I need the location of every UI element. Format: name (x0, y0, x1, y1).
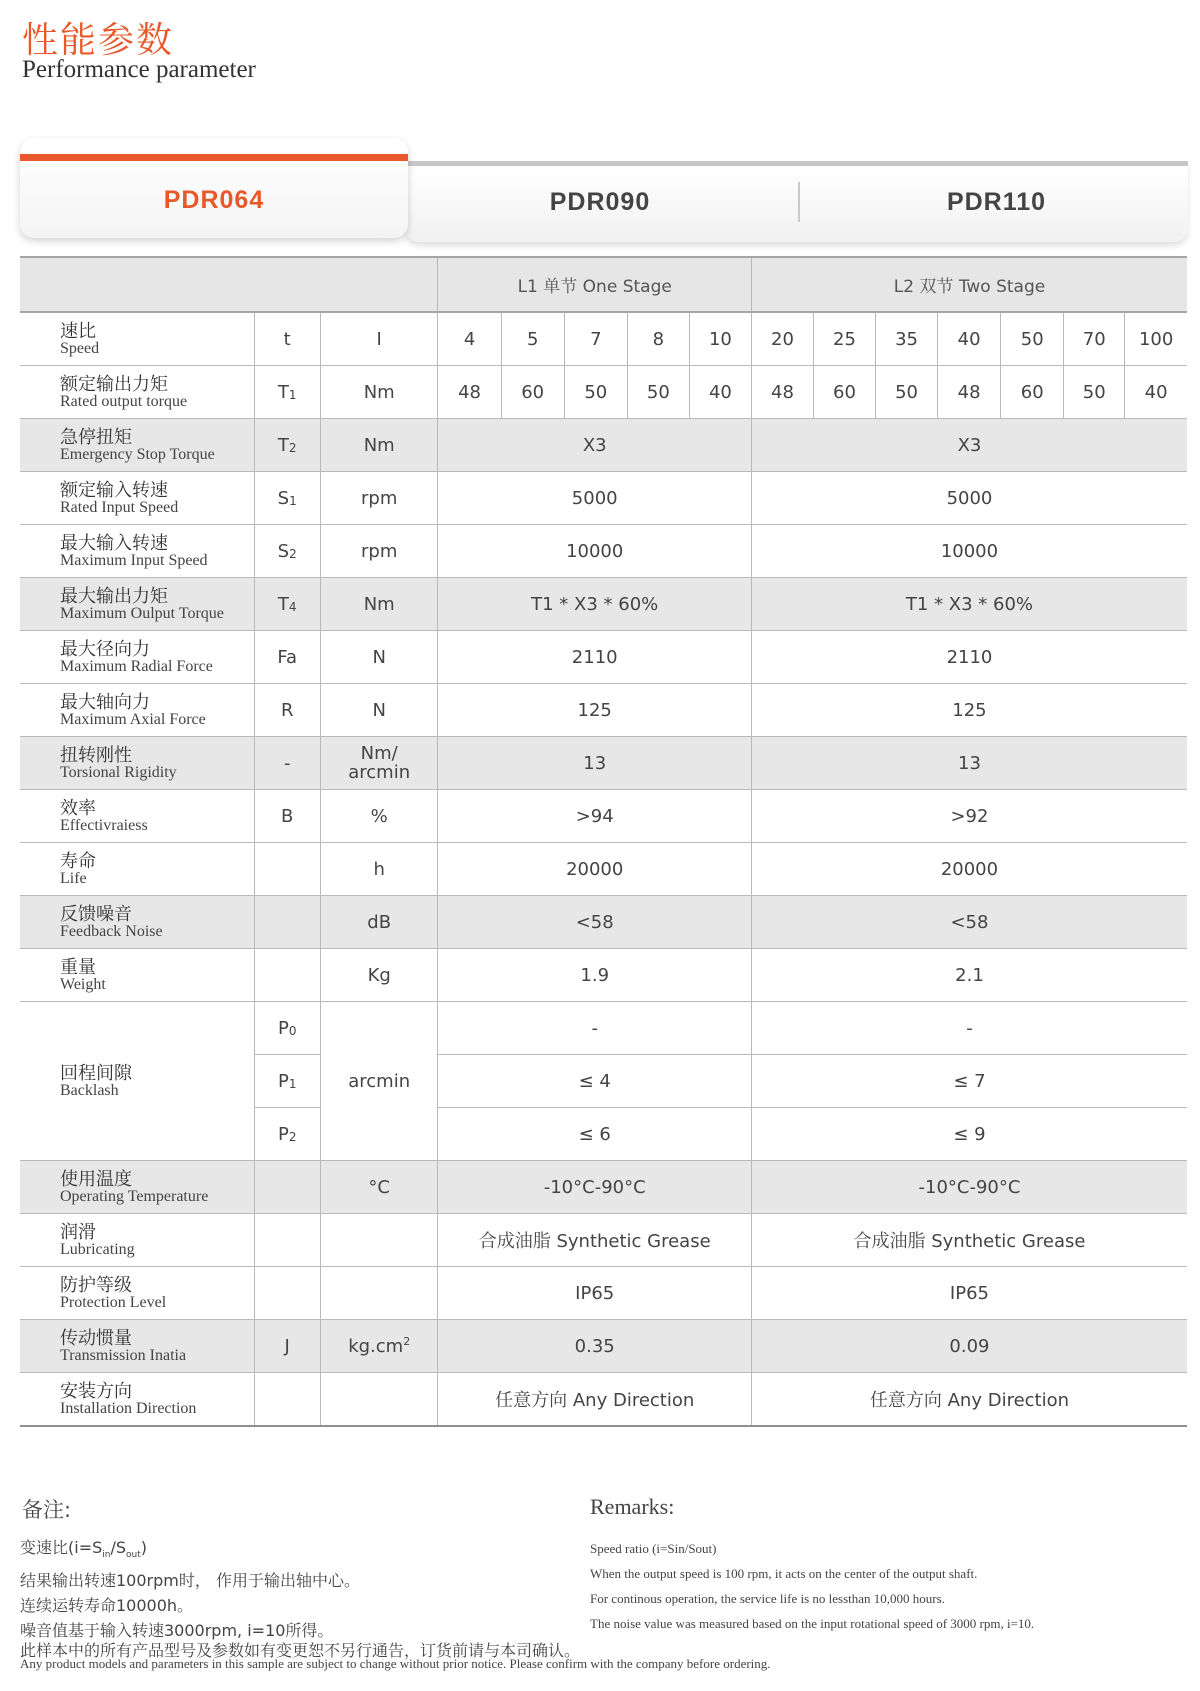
param-name-cn: 最大输入转速 (60, 532, 168, 554)
table-row (20, 737, 1187, 790)
torque-value: 50 (564, 366, 627, 419)
param-name-cn: 最大轴向力 (60, 691, 150, 713)
stage-one-value: 20000 (438, 843, 751, 896)
param-unit (320, 1373, 438, 1427)
ratio-value: 20 (751, 312, 813, 366)
ratio-value: 40 (938, 312, 1001, 366)
active-tab-indicator (20, 154, 408, 161)
param-name-en: Protection Level (60, 1293, 167, 1311)
param-unit: Nm (320, 578, 438, 631)
tab-pdr090[interactable]: PDR090 (549, 188, 651, 216)
footer-note-cn: 此样本中的所有产品型号及参数如有变更恕不另行通告，订货前请与本司确认。 (20, 1641, 581, 1660)
symbol-text: J (284, 1335, 290, 1357)
stage-two-value: <58 (751, 896, 1187, 949)
torque-value: 40 (689, 366, 751, 419)
remarks-title-en: Remarks: (590, 1494, 675, 1519)
stage-two-value: 20000 (751, 843, 1187, 896)
symbol-text: S (277, 487, 290, 509)
stage-two-value: 合成油脂 Synthetic Grease (751, 1214, 1187, 1267)
param-name-en: Maximum Oulput Torque (60, 604, 224, 622)
ratio-value: 8 (627, 312, 689, 366)
param-symbol (254, 1373, 320, 1427)
param-unit: N (320, 631, 438, 684)
param-name (20, 525, 254, 578)
param-symbol (254, 631, 320, 684)
torque-value: 48 (751, 366, 813, 419)
param-name (20, 472, 254, 525)
param-name (20, 1373, 254, 1427)
param-name-cn: 回程间隙 (60, 1062, 132, 1084)
stage-one-value: 1.9 (438, 949, 751, 1002)
page-title-cn: 性能参数 (22, 20, 175, 61)
torque-value: 50 (627, 366, 689, 419)
param-name (20, 1267, 254, 1320)
param-name (20, 684, 254, 737)
param-name-en: Rated output torque (60, 392, 188, 410)
table-row (20, 472, 1187, 525)
param-name-cn: 额定输出力矩 (60, 373, 168, 395)
stage-one-value: 任意方向 Any Direction (438, 1373, 751, 1427)
remark-en-line: For continous operation, the service life is no lessthan 10,000 hours. (590, 1591, 945, 1606)
param-symbol (254, 1320, 320, 1373)
stage-two-value: 任意方向 Any Direction (751, 1373, 1187, 1427)
remark-en-line: The noise value was measured based on the input rotational speed of 3000 rpm, i=10. (590, 1616, 1035, 1631)
param-symbol (254, 578, 320, 631)
param-name-cn: 安装方向 (60, 1380, 132, 1402)
param-name-cn: 速比 (60, 320, 96, 342)
table-row (20, 790, 1187, 843)
ratio-value: 4 (438, 312, 501, 366)
symbol-subscript: 1 (288, 387, 297, 402)
tab-divider (798, 182, 800, 222)
symbol-subscript: 2 (288, 1129, 297, 1144)
page-title-en: Performance parameter (22, 56, 256, 83)
param-name-cn: 效率 (60, 797, 96, 819)
torque-value: 50 (876, 366, 938, 419)
param-symbol (254, 1267, 320, 1320)
param-name-cn: 急停扭矩 (60, 426, 132, 448)
param-unit (320, 1320, 438, 1373)
unit-text: kg.cm (348, 1336, 404, 1357)
stage-one-value: >94 (438, 790, 751, 843)
stage-one-value: IP65 (438, 1267, 751, 1320)
param-name-en: Operating Temperature (60, 1187, 209, 1205)
param-name-cn: 反馈噪音 (60, 903, 132, 925)
param-symbol (254, 790, 320, 843)
table-row (20, 896, 1187, 949)
symbol-text: T (277, 434, 289, 456)
tab-pdr110[interactable]: PDR110 (946, 188, 1047, 216)
table-row (20, 419, 1187, 472)
stage-two-value: 2110 (751, 631, 1187, 684)
symbol-subscript: 2 (289, 546, 297, 561)
remark-en-line: When the output speed is 100 rpm, it acts on the center of the output shaft. (590, 1566, 978, 1581)
symbol-subscript: 4 (288, 599, 297, 614)
param-name-cn: 重量 (60, 956, 96, 978)
stage-one-value: 合成油脂 Synthetic Grease (438, 1214, 751, 1267)
symbol-subscript: 0 (288, 1023, 297, 1038)
torque-value: 50 (1064, 366, 1125, 419)
stage-two-value: 5000 (751, 472, 1187, 525)
stage-one-value: <58 (438, 896, 751, 949)
param-unit: Kg (320, 949, 438, 1002)
stage-two-value: T1 * X3 * 60% (751, 578, 1187, 631)
stage-two-header: L2 双节 Two Stage (751, 257, 1187, 312)
remark-en-line: Speed ratio (i=Sin/Sout) (590, 1541, 717, 1556)
stage-one-value: X3 (438, 419, 751, 472)
param-symbol (254, 472, 320, 525)
ratio-value: 10 (689, 312, 751, 366)
param-name (20, 631, 254, 684)
param-unit: h (320, 843, 438, 896)
ratio-value: 100 (1125, 312, 1187, 366)
param-symbol (254, 684, 320, 737)
stage-two-value: 0.09 (751, 1320, 1187, 1373)
torque-value: 60 (813, 366, 875, 419)
param-name-cn: 最大输出力矩 (60, 585, 168, 607)
ratio-value: 25 (813, 312, 875, 366)
stage-two-value: ≤ 9 (751, 1108, 1187, 1161)
remark-cn-line: 连续运转寿命10000h。 (20, 1596, 194, 1616)
header-blank (20, 257, 438, 312)
stage-two-value: 2.1 (751, 949, 1187, 1002)
param-unit: rpm (320, 525, 438, 578)
stage-two-value: 13 (751, 737, 1187, 790)
stage-two-value: - (751, 1002, 1187, 1055)
param-name (20, 949, 254, 1002)
param-symbol (254, 843, 320, 896)
table-row (20, 949, 1187, 1002)
param-name-en: Transmission Inatia (60, 1346, 187, 1364)
symbol-text: Fa (277, 646, 298, 668)
ratio-value: 70 (1064, 312, 1125, 366)
param-symbol (254, 366, 320, 419)
param-unit: I (320, 312, 438, 366)
param-name-cn: 润滑 (60, 1221, 96, 1243)
symbol-text: - (283, 752, 291, 774)
param-unit: °C (320, 1161, 438, 1214)
symbol-text: P (277, 1123, 289, 1145)
stage-one-value: ≤ 4 (438, 1055, 751, 1108)
remarks-cn (20, 1535, 360, 1643)
table-row (20, 1320, 1187, 1373)
param-name-en: Life (60, 869, 87, 887)
param-name-cn: 防护等级 (60, 1274, 132, 1296)
table-row (20, 684, 1187, 737)
remark-cn-ratio: 变速比$(i=S_{in}/S_{out})$ (20, 1538, 148, 1561)
param-unit: Nm/ arcmin (320, 737, 438, 790)
param-name (20, 1320, 254, 1373)
remark-cn-line: 结果输出转速100rpm时， 作用于输出轴中心。 (20, 1571, 360, 1591)
param-symbol (254, 1055, 320, 1108)
stage-one-value: - (438, 1002, 751, 1055)
param-unit (320, 1214, 438, 1267)
param-name-en: Torsional Rigidity (60, 763, 177, 781)
param-symbol (254, 312, 320, 366)
table-row (20, 1267, 1187, 1320)
param-symbol (254, 949, 320, 1002)
param-name-en: Weight (60, 975, 106, 993)
symbol-text: t (283, 328, 291, 350)
param-name (20, 1214, 254, 1267)
param-unit: % (320, 790, 438, 843)
param-unit: rpm (320, 472, 438, 525)
torque-value: 40 (1125, 366, 1187, 419)
param-symbol (254, 737, 320, 790)
param-name-en: Installation Direction (60, 1399, 197, 1417)
ratio-value: 35 (876, 312, 938, 366)
stage-one-header: L1 单节 One Stage (438, 257, 751, 312)
torque-value: 60 (1001, 366, 1064, 419)
table-row (20, 1002, 1187, 1055)
stage-one-value: 5000 (438, 472, 751, 525)
param-unit (320, 1267, 438, 1320)
tab-pdr064-label: PDR064 (163, 186, 265, 214)
param-unit: Nm (320, 366, 438, 419)
table-row (20, 312, 1187, 366)
stage-two-value: >92 (751, 790, 1187, 843)
param-unit: Nm (320, 419, 438, 472)
param-name-cn: 额定输入转速 (60, 479, 168, 501)
symbol-text: B (281, 805, 294, 827)
stage-two-value: 125 (751, 684, 1187, 737)
torque-value: 60 (501, 366, 564, 419)
symbol-text: R (280, 699, 294, 721)
param-name-en: Backlash (60, 1081, 119, 1099)
table-row (20, 843, 1187, 896)
tab-pdr064[interactable] (20, 138, 408, 238)
param-name-cn: 传动惯量 (60, 1327, 132, 1349)
param-unit: arcmin (320, 1002, 438, 1161)
param-name-en: Speed (60, 339, 100, 357)
param-name-en: Rated Input Speed (60, 498, 179, 516)
remark-cn-line: 噪音值基于输入转速3000rpm, i=10所得。 (20, 1621, 334, 1641)
stage-one-value: ≤ 6 (438, 1108, 751, 1161)
footer-note-en: Any product models and parameters in this sample are subject to change without prior notice. Please confirm with the company before ordering. (20, 1656, 771, 1671)
param-name-en: Lubricating (60, 1240, 135, 1258)
torque-value: 48 (938, 366, 1001, 419)
param-name (20, 843, 254, 896)
stage-two-value: X3 (751, 419, 1187, 472)
ratio-value: 50 (1001, 312, 1064, 366)
param-name-en: Maximum Axial Force (60, 710, 206, 728)
param-name-cn: 扭转刚性 (60, 744, 132, 766)
symbol-subscript: 1 (288, 1076, 297, 1091)
table-row (20, 257, 1187, 312)
model-tab-bar (20, 138, 1188, 238)
param-name-cn: 使用温度 (60, 1168, 132, 1190)
param-name (20, 366, 254, 419)
symbol-text: P (277, 1070, 289, 1092)
param-symbol (254, 419, 320, 472)
param-name-cn: 寿命 (60, 850, 96, 872)
table-row (20, 578, 1187, 631)
symbol-subscript: 2 (288, 440, 297, 455)
param-symbol (254, 896, 320, 949)
param-name (20, 578, 254, 631)
param-name-cn: 最大径向力 (60, 638, 150, 660)
stage-two-value: ≤ 7 (751, 1055, 1187, 1108)
stage-one-value: 10000 (438, 525, 751, 578)
param-symbol (254, 525, 320, 578)
remarks-en (590, 1536, 1034, 1636)
stage-one-value: -10°C-90°C (438, 1161, 751, 1214)
param-name (20, 790, 254, 843)
param-name (20, 1002, 254, 1161)
ratio-value: 5 (501, 312, 564, 366)
param-symbol (254, 1108, 320, 1161)
symbol-text: T (277, 593, 289, 615)
stage-two-value: IP65 (751, 1267, 1187, 1320)
torque-value: 48 (438, 366, 501, 419)
table-row (20, 631, 1187, 684)
param-name (20, 896, 254, 949)
stage-one-value: 2110 (438, 631, 751, 684)
param-name (20, 312, 254, 366)
stage-one-value: 13 (438, 737, 751, 790)
symbol-text: S (277, 540, 290, 562)
symbol-subscript: 1 (289, 493, 297, 508)
table-row (20, 1214, 1187, 1267)
param-name-en: Emergency Stop Torque (60, 445, 215, 463)
stage-two-value: 10000 (751, 525, 1187, 578)
param-name-en: Feedback Noise (60, 922, 163, 940)
param-unit: dB (320, 896, 438, 949)
param-name (20, 1161, 254, 1214)
table-row (20, 525, 1187, 578)
param-unit: N (320, 684, 438, 737)
symbol-text: T (277, 381, 289, 403)
stage-one-value: T1 * X3 * 60% (438, 578, 751, 631)
spec-table (20, 256, 1187, 1427)
remarks-title-cn: 备注: (22, 1498, 72, 1522)
param-name-en: Effectivraiess (60, 816, 148, 834)
table-row (20, 1161, 1187, 1214)
param-symbol (254, 1161, 320, 1214)
param-name (20, 737, 254, 790)
param-symbol (254, 1214, 320, 1267)
param-name-en: Maximum Input Speed (60, 551, 208, 569)
table-row (20, 366, 1187, 419)
unit-superscript: 2 (403, 1335, 411, 1348)
param-symbol (254, 1002, 320, 1055)
stage-two-value: -10°C-90°C (751, 1161, 1187, 1214)
table-row (20, 1373, 1187, 1427)
param-name (20, 419, 254, 472)
symbol-text: P (277, 1017, 289, 1039)
ratio-value: 7 (564, 312, 627, 366)
stage-one-value: 0.35 (438, 1320, 751, 1373)
param-name-en: Maximum Radial Force (60, 657, 213, 675)
stage-one-value: 125 (438, 684, 751, 737)
